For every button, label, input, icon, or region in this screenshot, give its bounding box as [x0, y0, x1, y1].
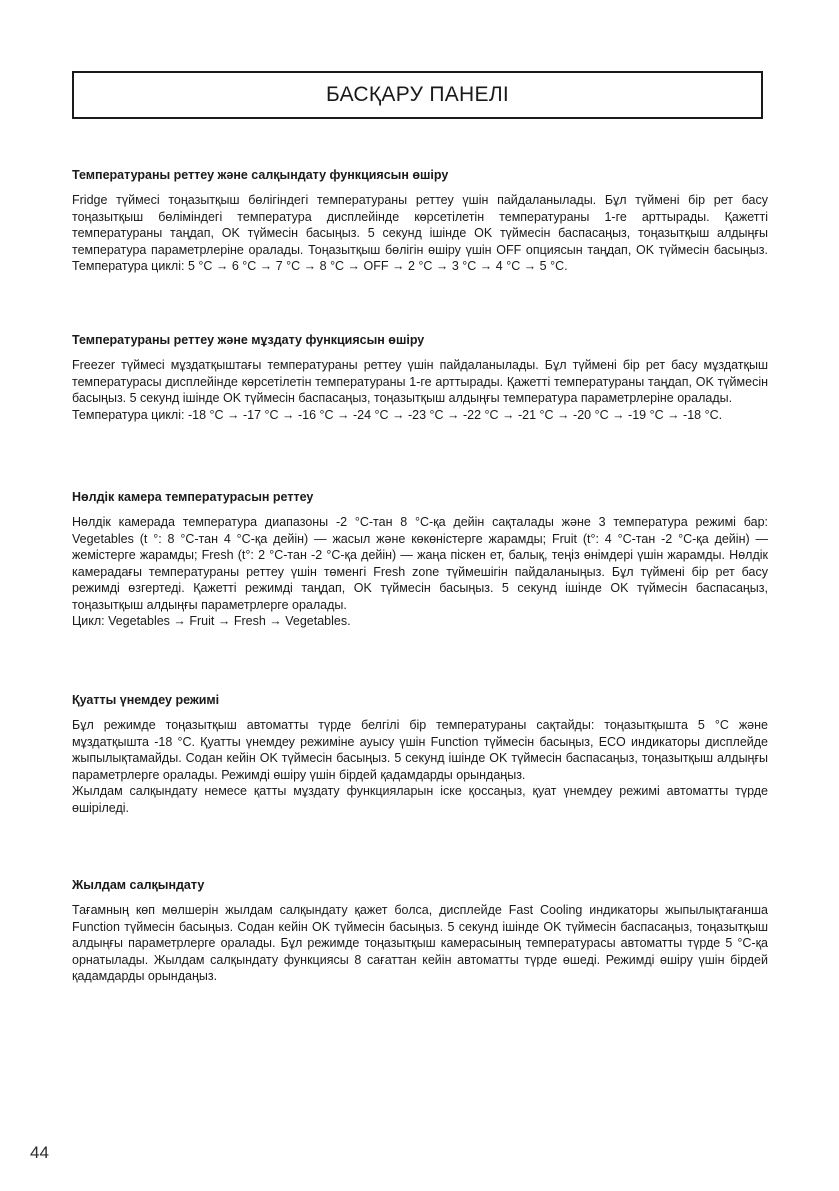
section-paragraph: Цикл: Vegetables → Fruit → Fresh → Vegetables.: [72, 614, 351, 628]
page-title-box: [72, 71, 763, 119]
section-paragraph: Температура циклі: -18 °C → -17 °C → -16 °C → -24 °C → -23 °C → -22 °C → -21 °C → -20 °C → -19 °C → -18 °C.: [72, 407, 723, 422]
section-heading: Нөлдік камера температурасын реттеу: [72, 490, 314, 504]
page-number: 44: [30, 1143, 49, 1162]
section-paragraph: Freezer түймесі мұздатқыштағы температураны реттеу үшін пайдаланылады. Бұл түймені бір рет басу мұздатқыш температурасы дисплейінде көрсетілетін температураны 1-ге арттырады. Қажетті температураны таңдап, OK түймесін басыңыз. 5 секунд ішінде OK түймесін баспасаңыз, тоңазытқыш алдыңғы температура параметрлеріне оралады.: [72, 358, 768, 405]
section-heading: Температураны реттеу және салқындату функциясын өшіру: [72, 168, 449, 182]
section-freezer-temperature: [72, 333, 768, 423]
page-title: БАСҚАРУ ПАНЕЛІ: [325, 83, 510, 106]
section-fast-cooling: [72, 878, 768, 985]
section-heading: Температураны реттеу және мұздату функциясын өшіру: [72, 333, 425, 347]
section-paragraph: Нөлдік камерада температура диапазоны -2 °C-тан 8 °C-қа дейін сақталады және 3 температура режимі бар: Vegetables (t °: 8 °C-тан 4 °C-қа дейін) — жасыл және көкөністерге жарамды; Fruit (t°: 4 °C-тан -2 °C-қа дейін) — жемістерге жарамды; Fresh (t°: 2 °C-тан -2 °C-қа дейін) — жаңа піскен ет, балық, теңіз өнімдері үшін жарамды. Нөлдік камерадағы температураны реттеу үшін төменгі Fresh zone түймешігін пайдаланыңыз. Бұл түймені бір рет басу режимді өзгертеді. Қажетті режимді таңдап, OK түймесін басыңыз. 5 секунд ішінде OK түймесін баспасаңыз, тоңазытқыш алдыңғы параметрлерге оралады.: [72, 515, 768, 612]
section-heading: Қуатты үнемдеу режимі: [72, 693, 220, 707]
section-paragraph: Fridge түймесі тоңазытқыш бөлігіндегі температураны реттеу үшін пайдаланылады. Бұл түймені бір рет басу тоңазытқыш бөліміндегі температура дисплейінде көрсетілетін температураны 1-ге арттырады. Қажетті температураны таңдап, OK түймесін басыңыз. 5 секунд ішінде OK түймесін баспасаңыз, тоңазытқыш алдыңғы температура параметрлеріне оралады. Тоңазытқыш бөлігін өшіру үшін OFF опциясын таңдап, OK түймесін басыңыз. Температура циклі: 5 °C → 6 °C → 7 °C → 8 °C → OFF → 2 °C → 3 °C → 4 °C → 5 °C.: [72, 193, 768, 273]
section-paragraph: Бұл режимде тоңазытқыш автоматты түрде белгілі бір температураны сақтайды: тоңазытқышта 5 °C және мұздатқышта -18 °C. Қуатты үнемдеу режиміне ауысу үшін Function түймесін басыңыз, ECO индикаторы дисплейде жыпылықтамайды. Содан кейін OK түймесін басыңыз. 5 секунд ішінде OK түймесін баспасаңыз, тоңазытқыш алдыңғы параметрлерге оралады. Режимді өшіру үшін бірдей қадамдарды орындаңыз.: [72, 718, 768, 782]
section-fridge-temperature: [72, 168, 768, 275]
section-paragraph: Тағамның көп мөлшерін жылдам салқындату қажет болса, дисплейде Fast Cooling индикаторы жыпылықтағанша Function түймесін басыңыз. Содан кейін OK түймесін басыңыз. 5 секунд ішінде OK түймесін баспасаңыз, тоңазытқыш алдыңғы параметрлерге оралады. Бұл режимде тоңазытқыш камерасының температурасы автоматты түрде 5 °C-қа орнатылады. Жылдам салқындату функциясы 8 сағаттан кейін автоматты түрде өшеді. Режимді өшіру үшін бірдей қадамдарды орындаңыз.: [72, 903, 768, 983]
section-energy-saving: [72, 693, 768, 816]
section-paragraph: Жылдам салқындату немесе қатты мұздату функцияларын іске қоссаңыз, қуат үнемдеу режимі автоматты түрде өшіріледі.: [72, 784, 768, 815]
section-zero-chamber: [72, 490, 768, 630]
section-heading: Жылдам салқындату: [72, 878, 205, 892]
